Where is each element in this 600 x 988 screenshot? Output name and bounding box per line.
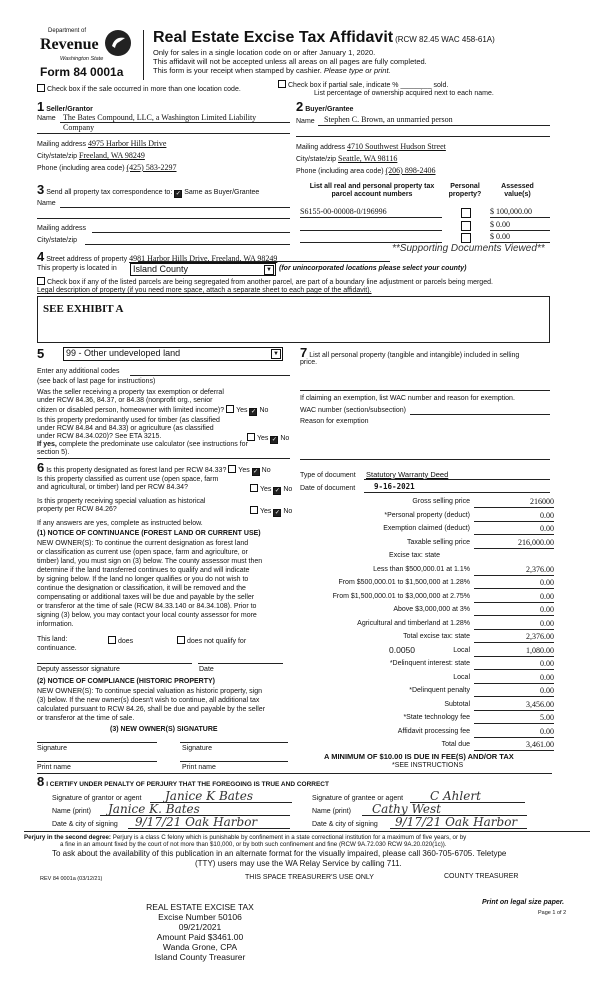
form-title: Real Estate Excise Tax Affidavit xyxy=(153,29,394,46)
doc-date-label: Date of document xyxy=(300,485,356,492)
compliance-line: (3) below. If the new owner(s) doesn't wish to continue, all additional tax xyxy=(37,697,260,704)
assessed-value[interactable]: $ 100,000.00 xyxy=(490,207,550,218)
continuance-line: continue the designation or classification, it will be removed and the xyxy=(37,585,246,592)
revenue-logo-text: Revenue xyxy=(40,36,99,53)
receipt-line: Island County Treasurer xyxy=(154,952,246,962)
field-line xyxy=(364,492,550,493)
tax-row xyxy=(300,538,570,549)
yes-label: Yes xyxy=(238,467,250,474)
print-name-label: Print name xyxy=(182,764,216,771)
field-line xyxy=(296,136,550,137)
yes-label: Yes xyxy=(260,486,272,493)
yes-label: Yes xyxy=(260,508,272,515)
current-use-answers xyxy=(250,484,292,495)
q-text: under RCW 84.36, 84.37, or 84.38 (nonprofit org., senior xyxy=(37,397,213,404)
continuance-line: information. xyxy=(37,621,74,628)
tax-row-value[interactable]: 216000 xyxy=(474,497,554,508)
tax-row-label: Taxable selling price xyxy=(406,538,470,546)
tax-row-value[interactable]: 0.00 xyxy=(474,659,554,670)
no-label: No xyxy=(283,486,293,493)
legal-description: SEE EXHIBIT A xyxy=(43,303,124,315)
compliance-text xyxy=(37,687,265,723)
reason-field[interactable] xyxy=(300,459,550,460)
section-number: 5 xyxy=(37,346,45,361)
ownership-note: List percentage of ownership acquired next to each name. xyxy=(314,90,494,97)
reason-label: Reason for exemption xyxy=(300,418,369,425)
compliance-line: calculated pursuant to RCW 84.26, shall be due and payable by the seller xyxy=(37,706,266,713)
yes-checkbox[interactable] xyxy=(250,506,258,514)
local-rate: 0.0050 xyxy=(389,645,415,655)
buyer-city-label: City/state/zip xyxy=(296,156,337,163)
doc-date[interactable]: 9-16-2021 xyxy=(374,482,415,491)
legal-description-box[interactable] xyxy=(37,296,550,343)
continuance-line: or transferor at the time of sale (RCW 84.33.140 or 84.34.108). Prior to xyxy=(37,603,257,610)
buyer-name[interactable]: Stephen C. Brown, an unmarried person xyxy=(324,115,453,124)
tax-row-label: Less than $500,000.01 at 1.1% xyxy=(373,565,470,573)
tax-row xyxy=(300,511,570,522)
deputy-date-field[interactable] xyxy=(198,663,283,664)
seller-phone-label: Phone (including area code) xyxy=(37,165,125,172)
tax-row xyxy=(300,565,570,576)
q-text: Was the seller receiving a property tax exemption or deferral xyxy=(37,389,224,396)
multi-location-checkbox[interactable] xyxy=(37,84,241,94)
tax-row xyxy=(300,551,570,562)
tax-row xyxy=(300,592,570,603)
no-checkbox[interactable]: ✓ xyxy=(253,469,259,475)
continuance-text xyxy=(37,539,262,629)
field-line xyxy=(318,125,550,126)
seller-mail[interactable]: 4975 Harbor Hills Drive xyxy=(87,139,167,148)
header-divider xyxy=(143,30,144,80)
tax-row-value[interactable]: 2,376.00 xyxy=(474,565,554,576)
tax-row-label: Above $3,000,000 at 3% xyxy=(393,606,470,613)
seller-city[interactable]: Freeland, WA 98249 xyxy=(79,151,145,160)
grantee-date-label: Date & city of signing xyxy=(312,821,378,828)
dor-logo-icon xyxy=(103,28,133,58)
tax-row-value[interactable]: 0.00 xyxy=(474,686,554,697)
tax-row-label: Exemption claimed (deduct) xyxy=(383,525,470,532)
personal-property-field[interactable] xyxy=(300,390,550,391)
personal-property-checkbox[interactable] xyxy=(461,221,473,233)
tax-row-label: *State technology fee xyxy=(403,714,470,721)
buyer-mail[interactable]: 4710 Southwest Hudson Street xyxy=(346,142,446,151)
receipt-line: REAL ESTATE EXCISE TAX xyxy=(146,902,254,912)
header-notes xyxy=(153,48,427,75)
assessed-value[interactable]: $ 0.00 xyxy=(490,220,550,231)
tax-row-label: *Delinquent interest: state xyxy=(389,660,470,667)
divider xyxy=(24,831,590,832)
grantee-sig-label: Signature of grantee or agent xyxy=(312,795,404,802)
county-select[interactable] xyxy=(130,263,276,276)
tax-row-label: Local xyxy=(453,646,470,654)
buyer-name-label: Name xyxy=(296,118,315,125)
grantor-signature[interactable]: Janice K Bates xyxy=(165,789,254,803)
q-text: citizen or disabled person, homeowner with limited income)? xyxy=(37,407,225,414)
signature-label: Signature xyxy=(37,745,67,752)
tax-row xyxy=(300,605,570,616)
q-text: and agricultural, or timber) land per RCW 84.34? xyxy=(37,484,188,491)
tax-row-label: Gross selling price xyxy=(412,498,470,505)
continuance-line: by signing below. If the land no longer qualifies or you do not wish to xyxy=(37,576,249,583)
owner-signature-field[interactable] xyxy=(37,742,157,743)
doc-type-label: Type of document xyxy=(300,472,356,479)
additional-codes-field[interactable] xyxy=(130,375,290,376)
q-text: Is this property predominantly used for timber (as classified xyxy=(37,417,220,424)
tax-row-label: Subtotal xyxy=(444,700,470,708)
corr-mail-label: Mailing address xyxy=(37,225,87,232)
tax-row-label: *Personal property (deduct) xyxy=(384,511,470,519)
personal-property-checkbox[interactable] xyxy=(461,208,473,220)
grantor-sig-label: Signature of grantor or agent xyxy=(52,795,142,802)
seller-mail-label: Mailing address xyxy=(37,141,87,148)
property-street[interactable]: 4981 Harbor Hills Drive, Freeland, WA 98249 xyxy=(129,254,278,263)
receipt-line: Wanda Grone, CPA xyxy=(162,942,238,952)
multi-location-label: Check box if the sale occurred in more than one location code. xyxy=(47,86,241,93)
seller-name-label: Name xyxy=(37,115,56,122)
timber-question xyxy=(37,417,290,457)
tax-row xyxy=(300,673,570,684)
tax-row-value[interactable]: 0.00 xyxy=(474,619,554,630)
seller-phone[interactable]: (425) 583-2297 xyxy=(126,163,177,172)
deputy-label: Deputy assessor signature xyxy=(37,666,120,673)
section-number: 4 xyxy=(37,249,45,264)
form-rcw: (RCW 82.45 WAC 458-61A) xyxy=(395,35,495,44)
field-line xyxy=(138,261,390,262)
buyer-city[interactable]: Seattle, WA 98116 xyxy=(338,154,398,163)
tax-row-value[interactable]: 0.00 xyxy=(474,727,554,738)
same-as-buyer-checkbox[interactable]: ✓ xyxy=(175,191,181,197)
tax-row xyxy=(300,646,570,657)
tax-row-value[interactable]: 3,456.00 xyxy=(474,700,554,711)
continuance-title: (1) NOTICE OF CONTINUANCE (FOREST LAND OR CURRENT USE) xyxy=(37,530,261,537)
yes-checkbox[interactable] xyxy=(250,484,258,492)
doc-type[interactable]: Statutory Warranty Deed xyxy=(366,470,449,479)
checkbox-box[interactable] xyxy=(461,208,471,218)
street-label: Street address of property xyxy=(46,256,128,263)
divider xyxy=(37,458,290,459)
segregate-checkbox[interactable] xyxy=(37,277,493,287)
tax-row xyxy=(300,713,570,724)
tax-row-label: Local xyxy=(453,673,470,681)
continuance-label: continuance. xyxy=(37,645,77,652)
tax-row xyxy=(300,632,570,643)
corr-mail-field[interactable] xyxy=(92,232,290,233)
tax-row-value[interactable]: 0.00 xyxy=(474,524,554,535)
personal-property-label: price. xyxy=(300,359,318,366)
section-number: 1 xyxy=(37,99,45,114)
perjury-title: Perjury in the second degree: xyxy=(24,834,111,841)
tax-row-label: Total excise tax: state xyxy=(403,633,470,640)
same-as-buyer-label: Same as Buyer/Grantee xyxy=(184,189,260,196)
exemption-question xyxy=(37,389,268,416)
wac-field[interactable] xyxy=(410,414,550,415)
tax-row xyxy=(300,659,570,670)
continuance-line: determine if the land transferred continues to qualify and will indicate xyxy=(37,567,250,574)
tax-row-label: Agricultural and timberland at 1.28% xyxy=(357,619,470,627)
grantor-name[interactable]: Janice K. Bates xyxy=(108,802,200,816)
tax-row-label: Affidavit processing fee xyxy=(397,727,470,735)
no-label: No xyxy=(259,407,269,414)
owner-signature-field[interactable] xyxy=(180,742,288,743)
date-label: Date xyxy=(199,666,214,673)
perjury-text: Perjury is a class C felony which is punishable by confinement in a state correctional institution for a maximum of five years, or by xyxy=(112,834,467,841)
field-line xyxy=(390,828,527,829)
header-note: This affidavit will not be accepted unless all areas on all pages are fully completed. xyxy=(153,57,427,66)
divider xyxy=(37,773,552,774)
minimum-due-note: A MINIMUM OF $10.00 IS DUE IN FEE(S) AND/OR TAX xyxy=(324,752,514,761)
no-checkbox[interactable]: ✓ xyxy=(271,437,277,443)
state-label: Washington State xyxy=(60,56,104,62)
tax-row xyxy=(300,700,570,711)
owner-signature-title: (3) NEW OWNER(S) SIGNATURE xyxy=(110,726,218,733)
field-line xyxy=(60,122,290,123)
section-number: 7 xyxy=(300,345,308,360)
q-text: under RCW 84.34.020)? See ETA 3215. xyxy=(37,433,162,440)
see-instructions: *SEE INSTRUCTIONS xyxy=(392,762,464,769)
historic-answers xyxy=(250,506,292,517)
continuance-line: NEW OWNER(S): To continue the current designation as forest land xyxy=(37,540,249,547)
field-line xyxy=(37,133,290,134)
q-text-bold: If yes, xyxy=(37,441,57,448)
no-checkbox[interactable]: ✓ xyxy=(274,488,280,494)
accessibility-note: To ask about the availability of this publication in an alternate format for the visually impaired, please call 360-705-6705. Teletype xyxy=(52,849,507,858)
legal-label: Legal description of property (if you need more space, attach a separate sheet to each page of the affidavit). xyxy=(37,287,372,294)
grantee-date-city[interactable]: 9/17/21 Oak Harbor xyxy=(395,815,518,829)
wac-label: WAC number (section/subsection) xyxy=(300,407,406,414)
section-number: 8 xyxy=(37,774,45,789)
receipt-line: Excise Number 50106 xyxy=(158,912,242,922)
field-line xyxy=(37,218,290,219)
no-checkbox[interactable]: ✓ xyxy=(274,510,280,516)
continuance-line: or classification as current use (open space, farm and agriculture, or xyxy=(37,549,248,556)
tax-row-label: Excise tax: state xyxy=(389,552,440,559)
compliance-title: (2) NOTICE OF COMPLIANCE (HISTORIC PROPERTY) xyxy=(37,678,215,685)
yes-label: Yes xyxy=(257,435,269,442)
corr-name-field[interactable] xyxy=(60,207,290,208)
additional-codes-label: Enter any additional codes xyxy=(37,368,120,375)
segregate-label: Check box if any of the listed parcels are being segregated from another parcel, are part of a boundary line adjustment or parcels being merged. xyxy=(47,279,493,286)
tax-row xyxy=(300,727,570,738)
treasurer-receipt-stamp xyxy=(140,902,260,962)
tax-row-label: From $1,500,000.01 to $3,000,000 at 2.75% xyxy=(332,592,470,600)
buyer-phone[interactable]: (206) 898-2406 xyxy=(385,166,436,175)
parcel-header-text: parcel account numbers xyxy=(331,191,413,198)
continuance-line: timber) land, you must sign on (3) below. The county assessor must then xyxy=(37,558,263,565)
tax-row xyxy=(300,524,570,535)
title-line xyxy=(153,28,495,50)
see-back-note: (see back of last page for instructions) xyxy=(37,378,156,385)
dept-label: Department of xyxy=(48,28,87,34)
tax-row-label: From $500,000.01 to $1,500,000 at 1.28% xyxy=(338,579,470,586)
personal-header-text: Personal xyxy=(450,183,480,190)
tax-row xyxy=(300,497,570,508)
checkbox-box[interactable] xyxy=(461,233,471,243)
compliance-line: or transferor at the time of sale. xyxy=(37,715,135,722)
grantee-signature[interactable]: C Ahlert xyxy=(430,789,481,803)
if-yes-note: If any answers are yes, complete as instructed below. xyxy=(37,520,203,527)
supporting-docs-stamp: **Supporting Documents Viewed** xyxy=(392,243,545,254)
corr-city-label: City/state/zip xyxy=(37,237,78,244)
land-use-select[interactable] xyxy=(63,347,283,361)
parcel-number[interactable] xyxy=(300,220,442,231)
corr-name-label: Name xyxy=(37,200,56,207)
land-use-value: 99 - Other undeveloped land xyxy=(66,348,181,358)
buyer-mail-label: Mailing address xyxy=(296,144,346,151)
header-note-italic: Please type or print. xyxy=(323,66,391,75)
revision-label: REV 84 0001a (03/12/21) xyxy=(40,876,103,882)
grantee-name[interactable]: Cathy West xyxy=(372,802,441,816)
tax-row xyxy=(300,578,570,589)
deputy-signature-field[interactable] xyxy=(37,663,192,664)
personal-property-checkbox[interactable] xyxy=(461,233,473,245)
q-text: complete the predominate use calculator (see instructions for xyxy=(58,441,248,448)
accessibility-note: (TTY) users may use the WA Relay Service by calling 711. xyxy=(195,859,402,868)
tax-row-value[interactable]: 0.00 xyxy=(474,578,554,589)
perjury-text: a fine in an amount fixed by the court of not more than $10,000, or by both such confinement and fine (RCW 9A.72.030 RCW 9A.20.020(1c)). xyxy=(60,841,447,848)
does-checkbox[interactable] xyxy=(108,636,133,646)
partial-sale-checkbox[interactable] xyxy=(278,80,448,90)
this-land-label: This land: xyxy=(37,636,68,643)
assessed-value[interactable]: $ 0.00 xyxy=(490,232,550,243)
does-label: does xyxy=(118,638,134,645)
no-label: No xyxy=(283,508,293,515)
partial-sale-label: Check box if partial sale, indicate % ________ sold. xyxy=(288,82,449,89)
parcel-header xyxy=(302,183,442,199)
seller-city-label: City/state/zip xyxy=(37,153,78,160)
tax-row xyxy=(300,619,570,630)
grantee-name-label: Name (print) xyxy=(312,808,351,815)
section-number: 2 xyxy=(296,99,304,114)
personal-property-label: List all personal property (tangible and intangible) included in selling xyxy=(309,352,520,359)
continuance-line: signing (3) below, you may contact your local county assessor for more xyxy=(37,612,257,619)
county-note: (for unincorporated locations please select your county) xyxy=(279,265,467,272)
tax-row-value[interactable]: 0.00 xyxy=(474,605,554,616)
signature-label: Signature xyxy=(182,745,212,752)
corr-city-field[interactable] xyxy=(85,244,290,245)
tax-row-value[interactable]: 1,080.00 xyxy=(474,646,554,657)
section-number: 6 xyxy=(37,460,45,475)
q-text: section 5). xyxy=(37,449,70,456)
historic-question xyxy=(37,498,205,514)
parcel-number[interactable]: S6155-00-00008-0/196996 xyxy=(300,207,442,218)
tax-row-value[interactable]: 0.00 xyxy=(474,511,554,522)
dropdown-arrow-icon: ▼ xyxy=(271,349,281,359)
header-note: This form is your receipt when stamped by cashier. xyxy=(153,66,322,75)
county-treasurer-label: COUNTY TREASURER xyxy=(444,873,519,880)
grantor-name-label: Name (print) xyxy=(52,808,91,815)
print-name-field[interactable] xyxy=(37,761,157,762)
q-text: Is this property classified as current use (open space, farm xyxy=(37,476,219,483)
seller-name[interactable]: The Bates Compound, LLC, a Washington Limited Liability xyxy=(63,113,257,122)
dropdown-arrow-icon: ▼ xyxy=(264,265,274,275)
receipt-line: 09/21/2021 xyxy=(178,922,222,932)
tax-row-value[interactable]: 216,000.00 xyxy=(474,538,554,549)
treasurer-space-label: THIS SPACE TREASURER'S USE ONLY xyxy=(245,874,374,881)
parcel-number[interactable] xyxy=(300,232,442,243)
continuance-line: compensating or additional taxes will be due and payable by the seller xyxy=(37,594,255,601)
assessed-header-text: value(s) xyxy=(504,191,531,198)
certify-statement: I CERTIFY UNDER PENALTY OF PERJURY THAT THE FOREGOING IS TRUE AND CORRECT xyxy=(46,781,329,788)
exemption-note: If claiming an exemption, list WAC number and reason for exemption. xyxy=(300,395,515,402)
buyer-heading: Buyer/Grantee xyxy=(305,106,354,113)
does-not-label: does not qualify for xyxy=(187,638,247,645)
yes-checkbox[interactable] xyxy=(228,465,236,473)
no-label: No xyxy=(280,435,290,442)
forest-question: Is this property designated as forest land per RCW 84.33? xyxy=(46,467,227,474)
assessed-header xyxy=(490,183,545,199)
field-line xyxy=(364,479,550,480)
buyer-phone-label: Phone (including area code) xyxy=(296,168,384,175)
yes-checkbox[interactable] xyxy=(226,405,234,413)
located-label: This property is located in xyxy=(37,265,117,272)
header-note: Only for sales in a single location code on or after January 1, 2020. xyxy=(153,48,376,57)
assessed-header-text: Assessed xyxy=(501,183,534,190)
tax-row-value[interactable]: 3,461.00 xyxy=(474,740,554,751)
tax-row xyxy=(300,686,570,697)
field-line xyxy=(128,828,290,829)
current-use-question xyxy=(37,476,218,492)
no-label: No xyxy=(261,467,271,474)
print-name-field[interactable] xyxy=(180,761,288,762)
seller-name-cont[interactable]: Company xyxy=(63,123,95,132)
no-checkbox[interactable]: ✓ xyxy=(250,409,256,415)
personal-header xyxy=(445,183,485,199)
q-text: under RCW 84.84 and 84.33) or agriculture (as classified xyxy=(37,425,214,432)
correspondence-label: Send all property tax correspondence to: xyxy=(46,189,173,196)
tax-row xyxy=(300,740,570,751)
legal-paper-note: Print on legal size paper. xyxy=(482,899,565,906)
section-number: 3 xyxy=(37,182,45,197)
seller-heading: Seller/Grantor xyxy=(46,106,93,113)
personal-header-text: property? xyxy=(448,191,482,198)
form-number: Form 84 0001a xyxy=(40,65,124,79)
tax-row-label: *Delinquent penalty xyxy=(409,687,470,694)
yes-checkbox[interactable] xyxy=(247,433,255,441)
tax-row-value[interactable]: 0.00 xyxy=(474,673,554,684)
grantor-date-city[interactable]: 9/17/21 Oak Harbor xyxy=(135,815,258,829)
compliance-line: NEW OWNER(S): To continue special valuation as historic property, sign xyxy=(37,688,262,695)
parcel-header-text: List all real and personal property tax xyxy=(309,183,435,190)
tax-row-label: Total due xyxy=(441,741,470,748)
grantor-date-label: Date & city of signing xyxy=(52,821,118,828)
yes-label: Yes xyxy=(236,407,248,414)
tax-row-value[interactable]: 2,376.00 xyxy=(474,632,554,643)
does-not-checkbox[interactable] xyxy=(177,636,246,646)
county-value: Island County xyxy=(133,264,189,274)
q-text: Is this property receiving special valuation as historical xyxy=(37,498,206,505)
checkbox-box[interactable] xyxy=(461,221,471,231)
receipt-line: Amount Paid $3461.00 xyxy=(156,932,244,942)
q-text: property per RCW 84.26? xyxy=(37,506,117,513)
print-name-label: Print name xyxy=(37,764,71,771)
tax-row-value[interactable]: 0.00 xyxy=(474,592,554,603)
tax-row-value[interactable]: 5.00 xyxy=(474,713,554,724)
page-number: Page 1 of 2 xyxy=(538,910,567,916)
